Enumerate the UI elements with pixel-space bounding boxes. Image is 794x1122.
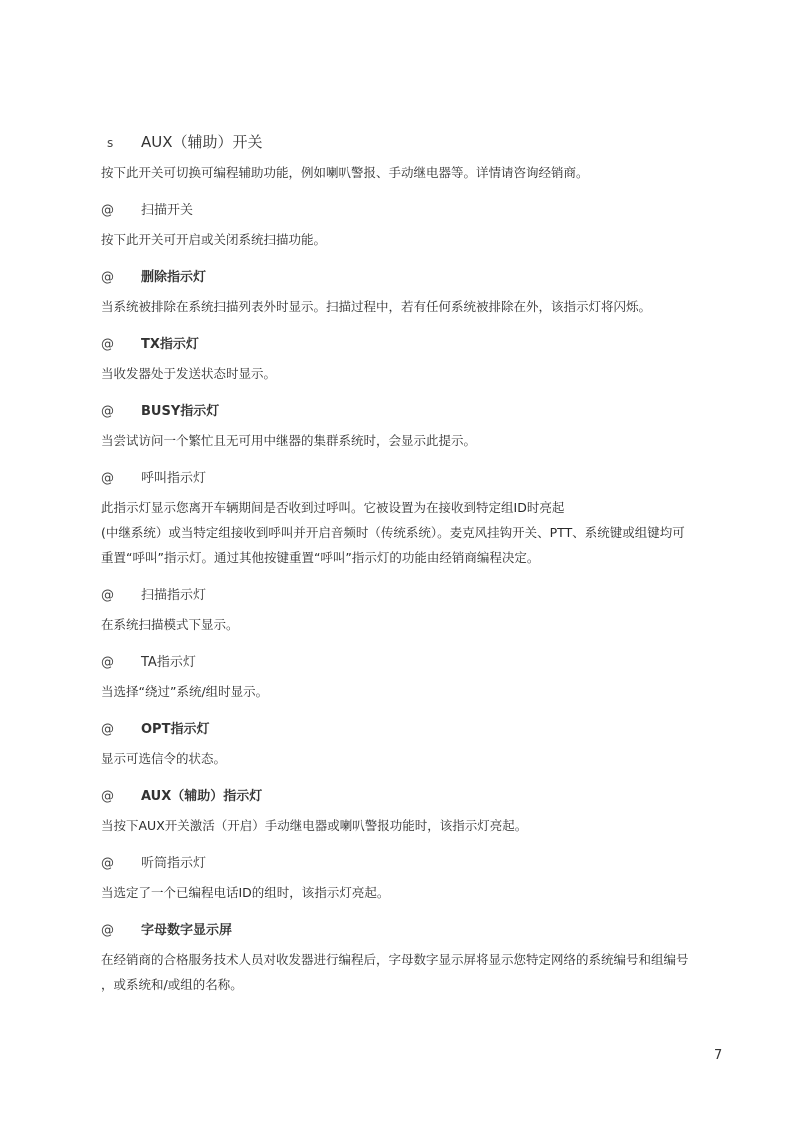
section-heading: [101, 586, 741, 606]
bullet-marker: @: [101, 789, 114, 804]
section-body: [101, 160, 741, 185]
section: [101, 268, 741, 319]
section-heading: [101, 720, 741, 740]
section-body: [101, 294, 741, 319]
section-title: 扫描开关: [141, 203, 194, 218]
section-title: 字母数字显示屏: [141, 923, 233, 938]
section: [101, 201, 741, 252]
section-body: [101, 495, 741, 570]
bullet-marker: @: [101, 923, 114, 938]
section-body: [101, 947, 741, 997]
section-title: BUSY指示灯: [141, 404, 220, 419]
bullet-marker: @: [101, 270, 114, 285]
body-line: (中继系统）或当特定组接收到呼叫并开启音频时（传统系统）。麦克风挂钩开关、PTT、系统键或组键均可: [101, 525, 685, 540]
section-heading: [101, 130, 741, 154]
section-heading: [101, 787, 741, 807]
section-title: OPT指示灯: [141, 722, 210, 737]
body-line: 在经销商的合格服务技术人员对收发器进行编程后，字母数字显示屏将显示您特定网络的系统编号和组编号: [101, 952, 689, 967]
section-title: 呼叫指示灯: [141, 471, 207, 486]
section-body: [101, 428, 741, 453]
section-heading: [101, 268, 741, 288]
section-title: TX指示灯: [141, 337, 199, 352]
body-line: 当按下AUX开关激活（开启）手动继电器或喇叭警报功能时，该指示灯亮起。: [101, 818, 528, 833]
section-body: [101, 746, 741, 771]
body-line: 当尝试访问一个繁忙且无可用中继器的集群系统时，会显示此提示。: [101, 433, 477, 448]
body-line: 重置“呼叫”指示灯。通过其他按键重置“呼叫”指示灯的功能由经销商编程决定。: [101, 550, 540, 565]
section: [101, 130, 741, 185]
section-heading: [101, 653, 741, 673]
section-body: [101, 813, 741, 838]
body-line: 当收发器处于发送状态时显示。: [101, 366, 277, 381]
section-title: 听筒指示灯: [141, 856, 207, 871]
document-body: [101, 130, 741, 997]
section-heading: [101, 854, 741, 874]
body-line: 在系统扫描模式下显示。: [101, 617, 239, 632]
body-line: 按下此开关可开启或关闭系统扫描功能。: [101, 232, 327, 247]
bullet-marker: @: [101, 471, 114, 486]
body-line: 当选择“绕过”系统/组时显示。: [101, 684, 269, 699]
section-title: 扫描指示灯: [141, 588, 207, 603]
section-heading: [101, 335, 741, 355]
section-body: [101, 227, 741, 252]
page-number: 7: [714, 1048, 723, 1063]
bullet-marker: @: [101, 655, 114, 670]
bullet-marker: @: [101, 588, 114, 603]
body-line: 当选定了一个已编程电话ID的组时，该指示灯亮起。: [101, 885, 390, 900]
section: [101, 720, 741, 771]
section: [101, 335, 741, 386]
bullet-marker: @: [101, 404, 114, 419]
section: [101, 921, 741, 997]
section-heading: [101, 469, 741, 489]
bullet-marker: @: [101, 203, 114, 218]
section-body: [101, 880, 741, 905]
bullet-marker: @: [101, 722, 114, 737]
section-title: AUX（辅助）开关: [141, 133, 263, 151]
section-heading: [101, 921, 741, 941]
section-body: [101, 612, 741, 637]
section: [101, 653, 741, 704]
section: [101, 586, 741, 637]
body-line: 当系统被排除在系统扫描列表外时显示。扫描过程中，若有任何系统被排除在外，该指示灯将闪烁。: [101, 299, 652, 314]
section: [101, 854, 741, 905]
body-line: ，或系统和/或组的名称。: [101, 977, 243, 992]
body-line: 此指示灯显示您离开车辆期间是否收到过呼叫。它被设置为在接收到特定组ID时亮起: [101, 500, 565, 515]
section: [101, 469, 741, 570]
section-heading: [101, 402, 741, 422]
section-body: [101, 679, 741, 704]
body-line: 显示可选信令的状态。: [101, 751, 227, 766]
section-body: [101, 361, 741, 386]
bullet-marker: @: [101, 337, 114, 352]
section-title: AUX（辅助）指示灯: [141, 789, 263, 804]
section-title: 删除指示灯: [141, 270, 207, 285]
bullet-marker: @: [101, 856, 114, 871]
section-heading: [101, 201, 741, 221]
bullet-marker: s: [107, 136, 114, 150]
body-line: 按下此开关可切换可编程辅助功能，例如喇叭警报、手动继电器等。详情请咨询经销商。: [101, 165, 589, 180]
section: [101, 787, 741, 838]
section-title: TA指示灯: [141, 655, 196, 670]
section: [101, 402, 741, 453]
